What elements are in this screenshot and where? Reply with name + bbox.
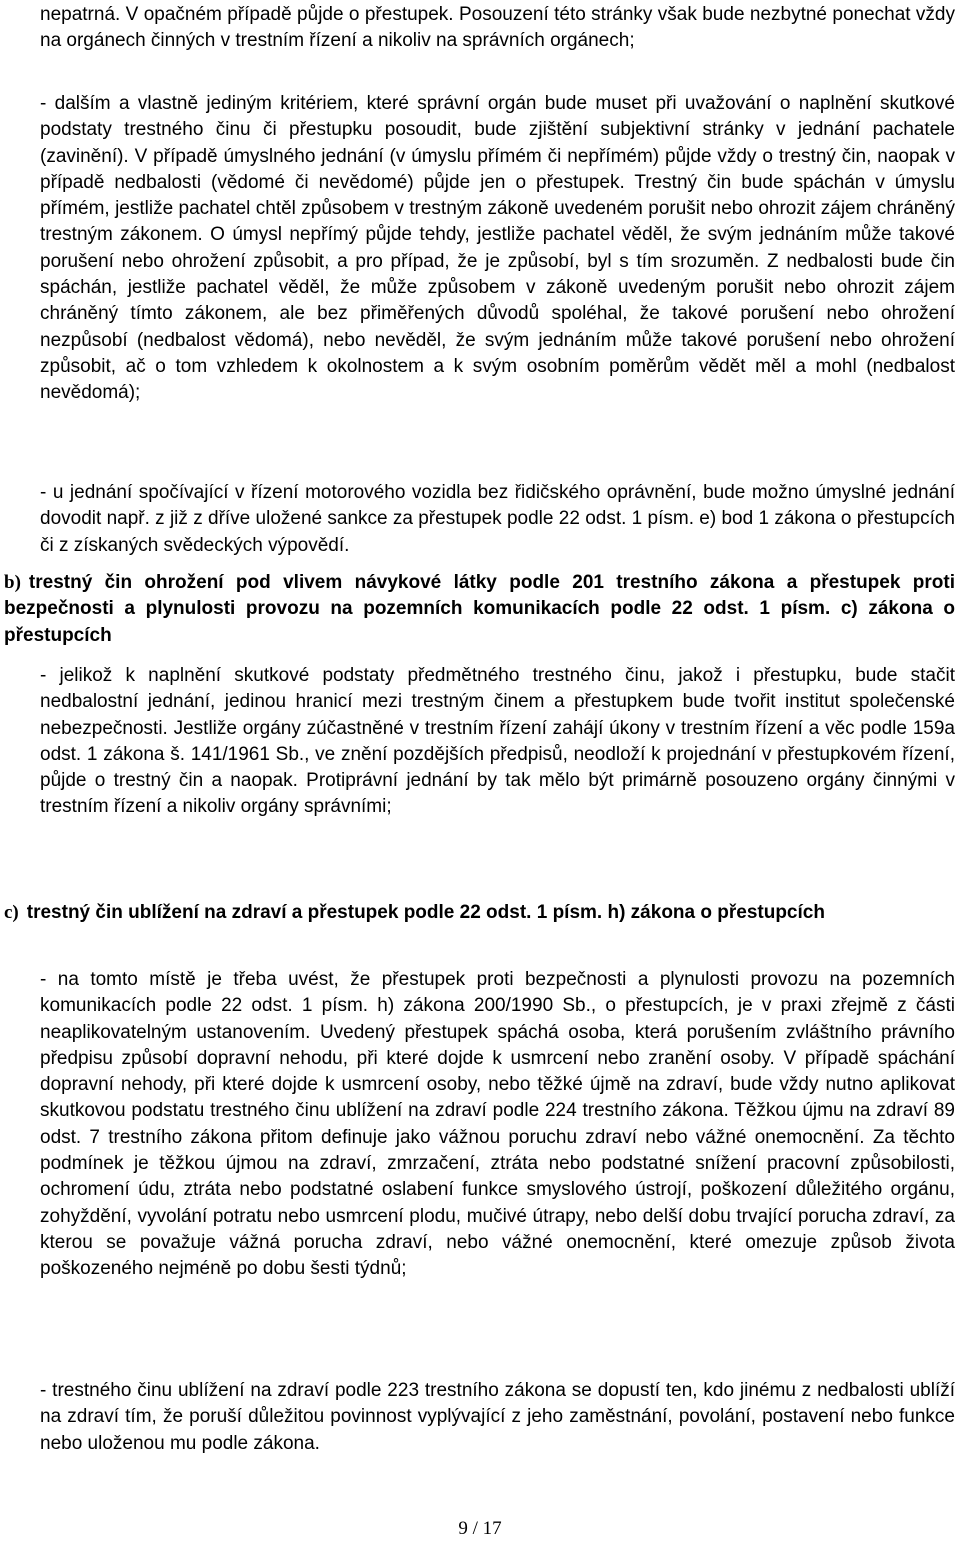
section-c-heading-block — [4, 900, 955, 926]
section-c-bullet-2: - trestného činu ublížení na zdraví podle 223 trestního zákona se dopustí ten, kdo jinému z nedbalosti ublíží na zdraví tím, že poruší důležitou povinnost vyplývající z jeho zaměstnání, povolání, postavení nebo funkce nebo uloženou mu podle zákona. — [40, 1380, 955, 1454]
section-c-marker: c) — [4, 902, 19, 923]
intro-paragraph: nepatrná. V opačném případě půjde o přestupek. Posouzení této stránky však bude nezbytné ponechat vždy na orgánech činných v trestním řízení a nikoliv na správních orgánech; — [40, 4, 955, 52]
section-a-bullet-2: - u jednání spočívající v řízení motorového vozidla bez řidičského oprávnění, bude možno úmyslné jednání dovodit např. z již z dříve uložené sankce za přestupek podle 22 odst. 1 písm. e) bod 1 zákona o přestupcích či z získaných svědeckých výpovědí. — [40, 482, 955, 556]
section-c-heading: trestný čin ublížení na zdraví a přestupek podle 22 odst. 1 písm. h) zákona o přestupcích — [26, 902, 825, 923]
section-b-bullet-1: - jelikož k naplnění skutkové podstaty předmětného trestného činu, jakož i přestupku, bude stačit nedbalostní jednání, jedinou hranicí mezi trestným činem a přestupkem bude tvořit institut společenské nebezpečnosti. Jestliže orgány zúčastněné v trestním řízení zahájí úkony v trestním řízení a věc podle 159a odst. 1 zákona š. 141/1961 Sb., ve znění pozdějších předpisů, neodloží k projednání v přestupkovém řízení, půjde o trestný čin a naopak. Protiprávní jednání by tak mělo být primárně posouzeno orgány činnými v trestním řízení a nikoliv orgány správními; — [40, 665, 955, 818]
section-a-bullet-1: - dalším a vlastně jediným kritériem, které správní orgán bude muset při uvažování o naplnění skutkové podstaty trestného činu či přestupku posoudit, bude zjištění subjektivní stránky v jednání pachatele (zavinění). V případě úmyslného jednání (v úmyslu přímém či nepřímém) půjde vždy o trestný čin, naopak v případě nedbalosti (vědomé či nevědomé) půjde jen o přestupek. Trestný čin bude spáchán v úmyslu přímém, jestliže pachatel chtěl způsobem v trestným zákoně uvedeném porušit nebo ohrozit zájem chráněný trestným zákonem. O úmysl nepřímý půjde tehdy, jestliže pachatel věděl, že svým jednáním může takové porušení nebo ohrožení způsobit, a pro případ, že je způsobí, byl s tím srozuměn. Z nedbalosti bude čin spáchán, jestliže pachatel věděl, že může způsobem v zákoně uvedeným porušit nebo ohrozit zájem chráněný tímto zákonem, ale bez přiměřených důvodů spoléhal, že takové porušení nebo ohrožení nezpůsobí (nedbalost vědomá), nebo nevěděl, že svým jednáním může takové porušení nebo ohrožení způsobit, ač o tom vzhledem k okolnostem a k svým osobním poměrům vědět měl a mohl (nedbalost nevědomá); — [40, 93, 955, 404]
section-b-marker: b) — [4, 572, 21, 593]
section-c-bullet-1: - na tomto místě je třeba uvést, že přestupek proti bezpečnosti a plynulosti provozu na pozemních komunikacích podle 22 odst. 1 písm. h) zákona 200/1990 Sb., o přestupcích, je v praxi zřejmě z části neaplikovatelným ustanovením. Uvedený přestupek spáchá osoba, která porušením zvláštního právního předpisu způsobí dopravní nehodu, při které dojde k usmrcení nebo zranění osoby. V případě spáchání dopravní nehody, při které dojde k usmrcení osoby, nebo těžké újmě na zdraví, bude vždy nutno aplikovat skutkovou podstatu trestného činu ublížení na zdraví podle 224 trestního zákona. Těžkou újmu na zdraví 89 odst. 7 trestního zákona přitom definuje jako vážnou poruchu zdraví nebo vážné onemocnění. Za těchto podmínek je těžkou újmou na zdraví, zmrzačení, ztráta nebo podstatné snížení pracovní způsobilosti, ochromení údu, ztráta nebo podstatné oslabení funkce smyslového ústrojí, poškození důležitého orgánu, zohyždění, vyvolání potratu nebo usmrcení plodu, mučivé útrapy, nebo delší dobu trvající porucha zdraví, za kterou se považuje vážná porucha zdraví, nebo vážné onemocnění, které omezuje způsob života poškozeného nejméně po dobu šesti týdnů; — [40, 969, 955, 1280]
page-number: 9 / 17 — [458, 1518, 502, 1539]
section-b-heading-block — [4, 570, 955, 649]
section-b-heading: trestný čin ohrožení pod vlivem návykové látky podle 201 trestního zákona a přestupek proti bezpečnosti a plynulosti provozu na pozemních komunikacích podle 22 odst. 1 písm. c) zákona o přestupcích — [4, 572, 955, 646]
